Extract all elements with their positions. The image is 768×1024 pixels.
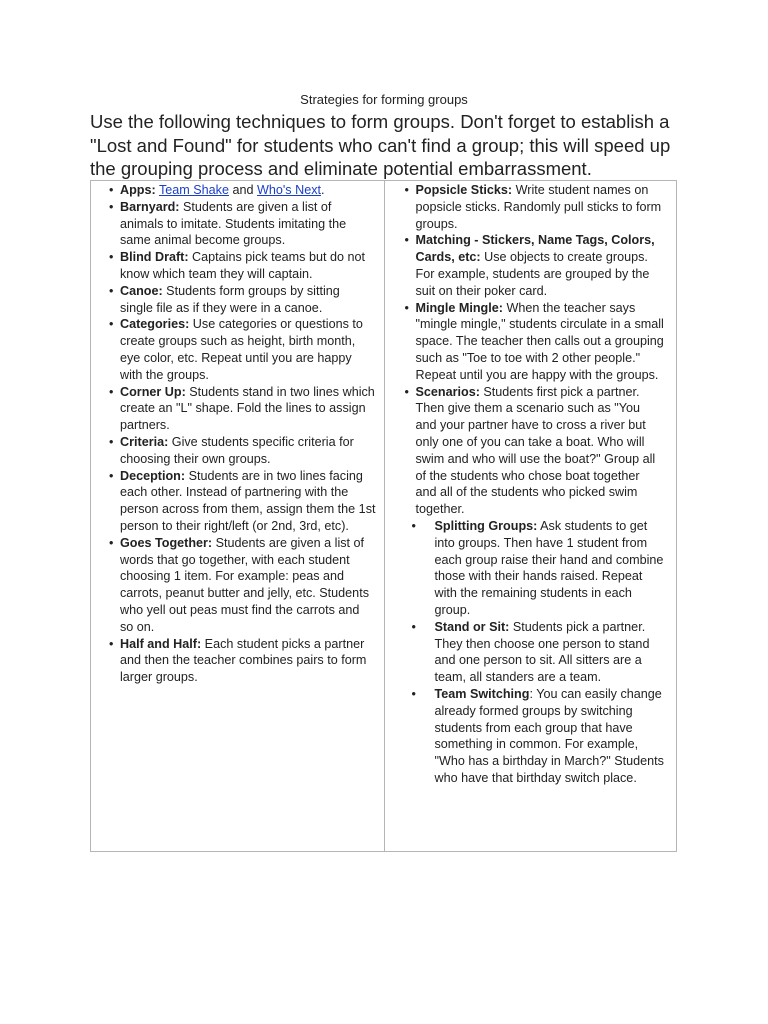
strategy-text: Give students specific criteria for choosing their own groups.	[120, 434, 354, 466]
list-item	[101, 636, 376, 686]
list-item	[101, 316, 376, 383]
strategy-text: Each student picks a partner and then the teacher combines pairs to form larger groups.	[120, 636, 367, 685]
strategy-term: Apps:	[120, 183, 156, 197]
bullet-icon: •	[109, 199, 114, 214]
strategy-term: Corner Up:	[120, 384, 186, 399]
list-item	[101, 283, 376, 317]
intro-paragraph: Use the following techniques to form groups. Don't forget to establish a "Lost and Found" for students who can't find a group; this will speed up the grouping process and eliminate potential embarrassment.	[90, 111, 671, 179]
strategy-text: : You can easily change already formed groups by switching students from each group that have something in common. For example, "Who has a birthday in March?" Students who have that birthday switch place.	[434, 686, 664, 785]
strategies-table	[90, 180, 677, 852]
strategy-text: Students pick a partner. They then choose one person to stand and one person to sit. All sitters are a team, all standers are a team.	[434, 619, 650, 685]
strategy-text: Write student names on popsicle sticks. Randomly pull sticks to form groups.	[415, 183, 662, 231]
strategy-term: Barnyard:	[120, 199, 180, 214]
bullet-icon: •	[404, 300, 409, 315]
bullet-icon: •	[109, 535, 114, 550]
strategy-term: Canoe:	[120, 283, 163, 298]
sub-list-item	[397, 619, 665, 686]
bullet-icon: •	[109, 636, 114, 651]
strategy-text: Students stand in two lines which create an "L" shape. Fold the lines to assign partners.	[120, 384, 375, 433]
sub-list-item	[397, 686, 665, 787]
bullet-icon: •	[411, 619, 416, 634]
team-shake-link[interactable]: Team Shake	[158, 183, 229, 197]
strategy-term: Splitting Groups:	[434, 518, 538, 533]
list-item	[101, 384, 376, 434]
whos-next-link[interactable]: Who's Next	[257, 183, 321, 197]
left-strategy-list	[101, 182, 376, 686]
strategy-term: Scenarios:	[415, 384, 480, 399]
bullet-icon: •	[109, 434, 114, 449]
strategy-text: Students are in two lines facing each other. Instead of partnering with the person across from them, assign them the 1st person to their right/left (or 2nd, 3rd, etc).	[120, 468, 376, 533]
list-item	[397, 182, 665, 232]
right-strategy-list	[397, 182, 665, 787]
list-item	[101, 535, 376, 636]
strategy-text: and	[228, 183, 257, 197]
strategy-term: Criteria:	[120, 434, 169, 449]
list-item	[101, 199, 376, 249]
strategy-text: Students first pick a partner. Then give them a scenario such as "You and your partner have to cross a river but only one of you can take a boat. Who will swim and who will use the boat?" Group all of the students who chose boat together and all of the students who picked swim together.	[415, 384, 656, 517]
strategy-text: .	[321, 183, 325, 197]
list-item	[101, 249, 376, 283]
sub-list-item	[397, 518, 665, 619]
bullet-icon: •	[109, 183, 114, 197]
strategy-term: Matching - Stickers, Name Tags, Colors, Cards, etc:	[415, 233, 655, 265]
strategy-text: Captains pick teams but do not know which team they will captain.	[120, 250, 365, 281]
strategy-term: Team Switching	[434, 686, 530, 701]
strategy-text: Students are given a list of words that go together, with each student choosing 1 item. For example: peas and carrots, peanut butter and jelly, etc. Students who yell out peas must find the carrots and so on.	[120, 535, 369, 634]
strategy-term: Stand or Sit:	[434, 619, 510, 634]
list-item	[397, 300, 665, 384]
right-column	[385, 181, 677, 851]
strategy-term: Categories:	[120, 317, 190, 332]
strategy-term: Mingle Mingle:	[415, 300, 503, 315]
strategy-text: Ask students to get into groups. Then have 1 student from each group raise their hand and combine those with their hands raised. Repeat with the remaining students in each group.	[434, 518, 664, 617]
bullet-icon: •	[109, 250, 114, 265]
bullet-icon: •	[404, 183, 409, 197]
list-item	[101, 434, 376, 468]
list-item	[397, 384, 665, 518]
bullet-icon: •	[404, 233, 409, 248]
list-item-apps	[101, 182, 376, 199]
strategy-term: Goes Together:	[120, 535, 213, 550]
bullet-icon: •	[404, 384, 409, 399]
bullet-icon: •	[109, 283, 114, 298]
strategy-text: When the teacher says "mingle mingle," students circulate in a small space. The teacher then calls out a grouping such as "Toe to toe with 2 other people." Repeat until you are happy with the groups.	[415, 300, 664, 382]
strategy-text: Use objects to create groups. For example, students are grouped by the suit on their poker card.	[415, 250, 650, 298]
list-item	[397, 232, 665, 299]
strategy-term: Popsicle Sticks:	[415, 183, 513, 197]
bullet-icon: •	[109, 468, 114, 483]
page-title: Strategies for forming groups	[300, 92, 468, 107]
list-item	[101, 468, 376, 535]
bullet-icon: •	[109, 384, 114, 399]
left-column	[91, 181, 385, 851]
bullet-icon: •	[109, 317, 114, 332]
strategy-term: Blind Draft:	[120, 250, 189, 265]
strategy-term: Deception:	[120, 468, 186, 483]
strategy-text: Students form groups by sitting single file as if they were in a canoe.	[120, 283, 340, 315]
strategy-text: Students are given a list of animals to imitate. Students imitating the same animal become groups.	[120, 199, 347, 248]
strategy-text: Use categories or questions to create groups such as height, birth month, eye color, etc. Repeat until you are happy with the groups.	[120, 317, 363, 382]
bullet-icon: •	[411, 686, 416, 701]
strategy-term: Half and Half:	[120, 636, 202, 651]
bullet-icon: •	[411, 518, 416, 533]
